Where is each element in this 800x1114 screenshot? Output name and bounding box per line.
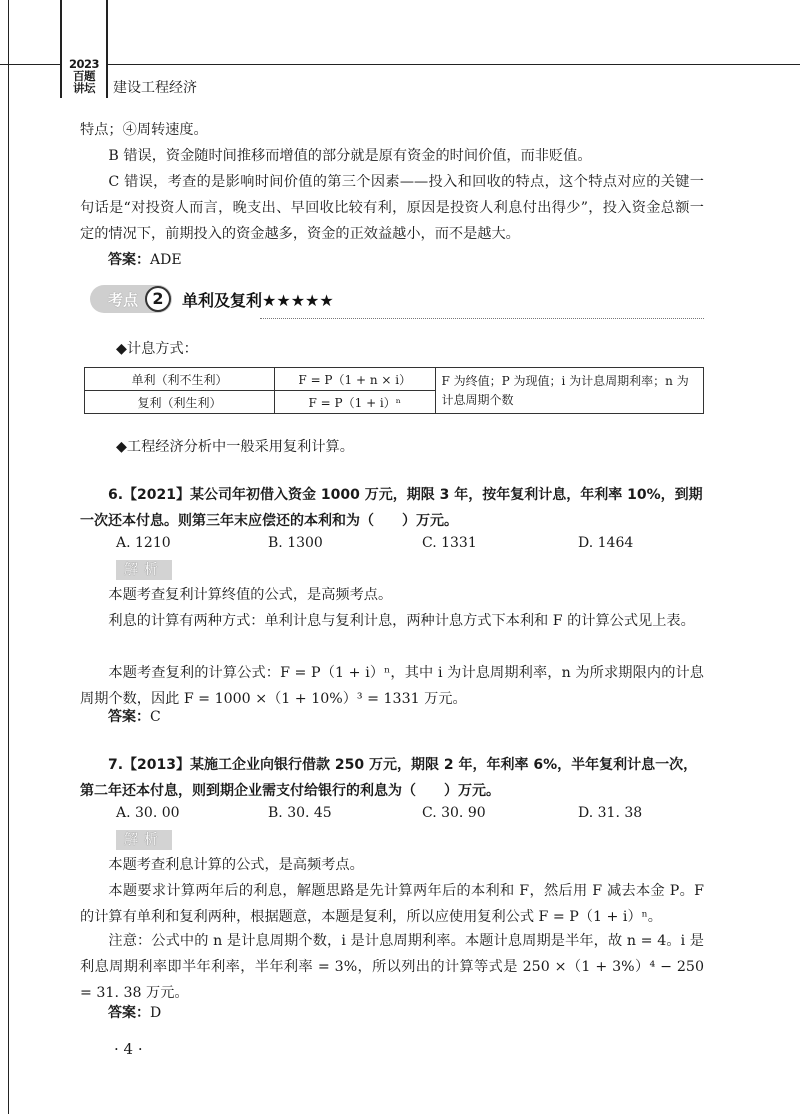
question-6-stem: 6.【2021】某公司年初借入资金 1000 万元，期限 3 年，按年复利计息，年利率 10%，到期一次还本付息。则第三年末应偿还的本利和为（ ）万元。 <box>80 487 703 529</box>
header-frame <box>0 0 800 65</box>
series-badge <box>62 58 106 94</box>
q7-answer <box>80 1000 704 1026</box>
left-frame-bar <box>0 0 9 1114</box>
option-a: A. 30. 00 <box>116 805 180 821</box>
answer-label: 答案： <box>108 252 150 268</box>
cell-compound-name: 复利（利生利） <box>85 391 275 414</box>
kaodian-number: 2 <box>145 286 171 312</box>
formula-table <box>84 367 704 414</box>
bullet-compound-usage: ◆工程经济分析中一般采用复利计算。 <box>116 439 354 455</box>
cell-note: F 为终值；P 为现值；i 为计息周期利率；n 为计息周期个数 <box>435 368 704 414</box>
prev-option-b: B 错误，资金随时间推移而增值的部分就是原有资金的时间价值，而非贬值。 <box>108 148 592 164</box>
kaodian-label: 考点 <box>108 291 139 309</box>
q6-explain-2: 利息的计算有两种方式：单利计息与复利计息，两种计息方式下本利和 F 的计算公式见上表。 <box>108 613 695 629</box>
cell-simple-formula: F = P（1 + n × i） <box>275 368 436 391</box>
q6-explain-3: 本题考查复利的计算公式：F = P（1 + i）ⁿ，其中 i 为计息周期利率，n 为所求期限内的计息周期个数，因此 F = 1000 ×（1 + 10%）³ = 1331 万元。 <box>80 665 704 707</box>
option-c: C. 1331 <box>422 535 477 551</box>
q7-explain-1: 本题考查利息计算的公式，是高频考点。 <box>108 857 364 873</box>
badge-year: 2023 <box>68 57 99 71</box>
option-c: C. 30. 90 <box>422 805 486 821</box>
jiexi-tag: 解析 <box>116 560 172 580</box>
question-7-stem: 7.【2013】某施工企业向银行借款 250 万元，期限 2 年，年利率 6%，半年复利计息一次，第二年还本付息，则到期企业需支付给银行的利息为（ ）万元。 <box>80 757 698 799</box>
answer-label: 答案： <box>108 1005 150 1021</box>
q7-explain-3: 注意：公式中的 n 是计息周期个数，i 是计息周期利率。本题计息周期是半年，故 n = 4。i 是利息周期利率即半年利率，半年利率 = 3%，所以列出的计算等式是 250 ×（1 + 3%）⁴ − 250 = 31. 38 万元。 <box>80 933 704 1001</box>
table-row <box>85 368 704 391</box>
q6-answer <box>80 704 704 730</box>
option-d: D. 1464 <box>578 535 634 551</box>
option-b: B. 30. 45 <box>268 805 332 821</box>
dotted-divider <box>260 318 704 319</box>
jiexi-tag: 解析 <box>116 830 172 850</box>
cell-compound-formula: F = P（1 + i）ⁿ <box>275 391 436 414</box>
q6-explain-1: 本题考查复利计算终值的公式，是高频考点。 <box>108 587 393 603</box>
option-b: B. 1300 <box>268 535 323 551</box>
answer-value: C <box>150 709 161 725</box>
cell-simple-name: 单利（利不生利） <box>85 368 275 391</box>
bullet-interest-methods: ◆计息方式： <box>116 341 198 357</box>
badge-line3: 讲坛 <box>73 81 95 95</box>
badge-line2: 百题 <box>73 69 95 83</box>
answer-label: 答案： <box>108 709 150 725</box>
answer-value: ADE <box>150 252 182 268</box>
prev-line: 特点；④周转速度。 <box>80 122 208 138</box>
book-title: 建设工程经济 <box>113 80 197 96</box>
kaodian-title: 单利及复利★★★★★ <box>182 291 334 310</box>
option-a: A. 1210 <box>116 535 171 551</box>
prev-answer <box>80 247 704 273</box>
q7-explain-2: 本题要求计算两年后的利息，解题思路是先计算两年后的本利和 F，然后用 F 减去本金 P。F 的计算有单利和复利两种，根据题意，本题是复利，所以应使用复利公式 F = P（1 + i）ⁿ。 <box>80 883 704 925</box>
prev-option-c: C 错误，考查的是影响时间价值的第三个因素——投入和回收的特点，这个特点对应的关键一句话是“对投资人而言，晚支出、早回收比较有利，原因是投资人利息付出得少”，投入资金总额一定的情况下，前期投入的资金越多，资金的正效益越小，而不是越大。 <box>80 174 704 242</box>
kaodian-heading <box>90 285 704 319</box>
option-d: D. 31. 38 <box>578 805 643 821</box>
answer-value: D <box>150 1005 162 1021</box>
page-number: · 4 · <box>114 1040 143 1058</box>
